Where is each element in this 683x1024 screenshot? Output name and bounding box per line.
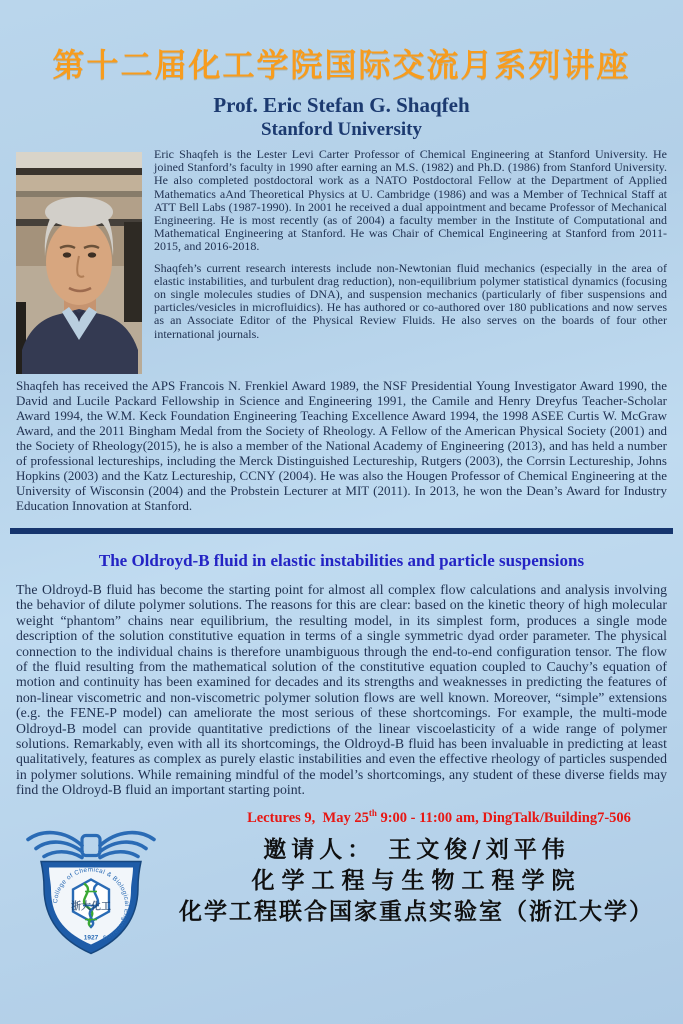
talk-abstract: The Oldroyd-B fluid has become the starting point for almost all complex flow calculations and analysis involving the behavior of dilute polymer solutions. The reasons for this are clear: based on the kinetic theory of high molecular weight “phantom” chains near equilibrium, the resulting model, in its simplest form, produces a single mode description of the solution constitutive equation in terms of a single symmetric dyad order parameter. The physical connection to the individual chains is therefore unambiguous through the end-to-end configuration tensor. The flow of the fluid resulting from the mathematical solution of the constitutive equation coupled to Cauchy’s equation of motion and continuity has been examined for decades and its strengths and weaknesses in predicting the features of non-linear viscometric and non-viscometric polymer solution flows are well known. Moreover, “simple” extensions (e.g. the FENE-P model) can ameliorate the most serious of these shortcomings. For example, the multi-mode Oldroyd-B model can provide quantitative predictions of the linear viscoelasticity of a wide range of polymer solutions. Remarkably, even with all its shortcomings, the Oldroyd-B fluid has been invaluable in predicting at least qualitatively, features as complex as purely elastic instabilities and even the effective rheology of particles suspended in polymer solutions. While remaining mindful of the model’s shortcomings, any student of these diverse fields may find the Oldroyd-B fluid an important starting point. bbox=[16, 582, 667, 798]
schedule-ordinal-superscript: th bbox=[368, 807, 377, 818]
footer-department: 化学工程与生物工程学院 bbox=[251, 867, 582, 894]
bio-paragraph-3: Shaqfeh has received the APS Francois N. Frenkiel Award 1989, the NSF Presidential Young Investigator Award 1990, the David and Lucile Packard Fellowship in Science and Engineering 1991, the Camile and Henry Dreyfus Teacher-Scholar Award 1994, the W.M. Keck Foundation Engineering Teaching Excellence Award 1994, the 1998 ASEE Curtis W. McGraw Award, and the 2011 Bingham Medal from the Society of Rheology. A Fellow of the American Physical Society (2001) and the Society of Rheology(2015), he is also a member of the National Academy of Engineering (2013), and has held a number of professional lectureships, including the Merck Distinguished Lectureship, Rutgers (2003), the Corrsin Lectureship, Johns Hopkins (2003) and the Katz Lectureship, CCNY (2004). He was also the Hougen Professor of Chemical Engineering at the University of Wisconsin (2004) and the Probstein Lecturer at MIT (2011). In 2013, he won the Dean’s Award for Industry Education Innovation at Stanford. bbox=[16, 378, 667, 513]
college-emblem-logo bbox=[16, 822, 166, 960]
bio-paragraph-1: Eric Shaqfeh is the Lester Levi Carter Professor of Chemical Engineering at Stanford University. He joined Stanford’s faculty in 1990 after earning an M.S. (1982) and Ph.D. (1986) from Stanford University. He also completed postdoctoral work as a NATO Postdoctoral Fellow at the Department of Applied Mathematics aAnd Theoretical Physics at U. Cambridge (1986) and was a Member of Technical Staff at ATT Bell Labs (1987-1990). In 2001 he received a dual appointment and became Professor of Mechanical Engineering. He is most recently (as of 2004) a faculty member in the Institute of Computational and Mathematical Engineering at Stanford. He was Chair of Chemical Engineering at Stanford from 2011-2015, and 2016-2018. bbox=[154, 147, 667, 254]
bio-paragraph-2: Shaqfeh’s current research interests include non-Newtonian fluid mechanics (especially in the area of elastic instabilities, and turbulent drag reduction), non-equilibrium polymer statistical dynamics (focusing on single molecules studies of DNA), and suspension mechanics (particularly of fiber suspensions and particles/vesicles in microfluidics). He has authored or co-authored over 180 publications and now serves as an Associate Editor of the Physical Review Fluids. He also serves on the boards of four other international journals. bbox=[154, 260, 667, 341]
speaker-affiliation: Stanford University bbox=[261, 119, 422, 140]
speaker-portrait-photo bbox=[16, 152, 142, 374]
schedule-suffix: 9:00 - 11:00 am, DingTalk/Building7-506 bbox=[376, 809, 631, 826]
series-title: 第十二届化工学院国际交流月系列讲座 bbox=[52, 46, 631, 84]
talk-title: The Oldroyd-B fluid in elastic instabilities and particle suspensions bbox=[98, 551, 585, 570]
schedule-prefix: Lectures 9, May 25 bbox=[247, 809, 369, 826]
logo-chinese-abbreviation: 浙大化工 bbox=[71, 901, 111, 913]
section-divider bbox=[10, 528, 673, 534]
footer-hosts: 邀请人： 王文俊/刘平伟 bbox=[263, 836, 570, 863]
logo-founding-year: 1927 bbox=[83, 934, 99, 942]
footer-section bbox=[0, 808, 683, 978]
footer-laboratory: 化学工程联合国家重点实验室（浙江大学） bbox=[179, 898, 654, 925]
biography-section bbox=[16, 148, 667, 513]
speaker-name: Prof. Eric Stefan G. Shaqfeh bbox=[213, 93, 470, 117]
logo-organization-text: College of Chemical & Biological Engineering bbox=[52, 866, 131, 942]
